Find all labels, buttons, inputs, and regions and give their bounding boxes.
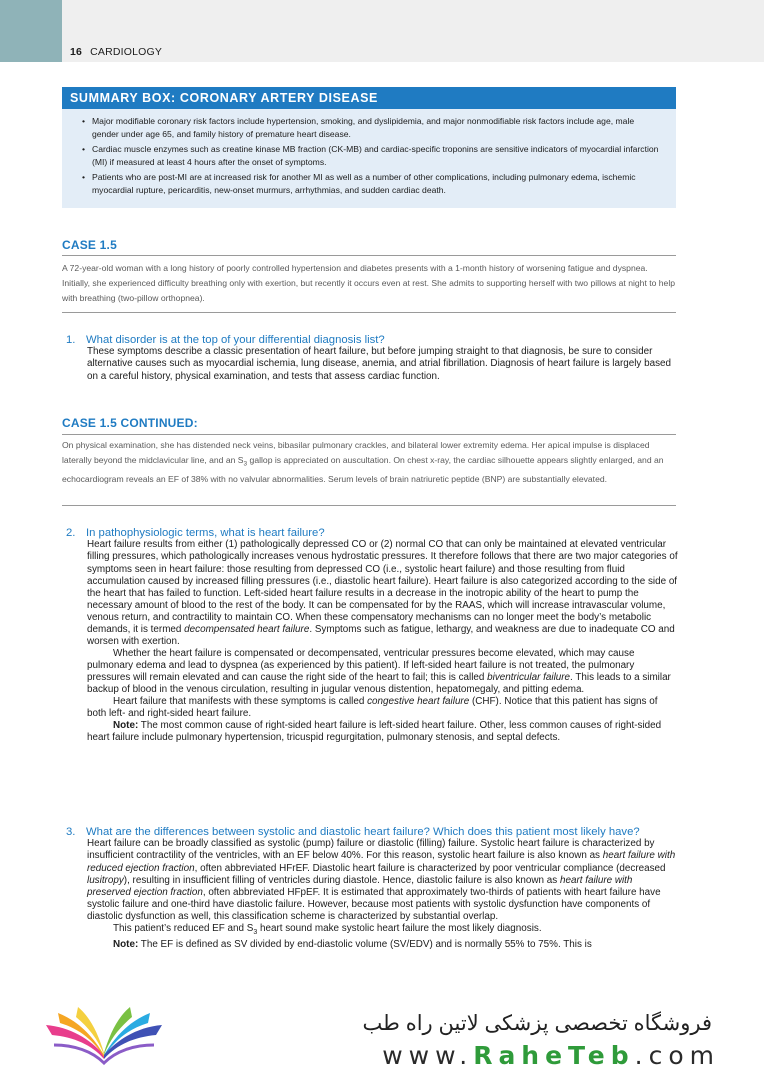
text-run: . This leads to a similar backup of blood in the venous circulation, resulting in jugular venous distention, hepatomegaly, and pitting edema.	[87, 671, 671, 695]
subscript: 3	[243, 460, 248, 468]
summary-list	[92, 115, 662, 197]
question-number: 3.	[66, 826, 76, 838]
case-text: A 72-year-old woman with a long history of poorly controlled hypertension and diabetes presents with a 1-month history of worsening fatigue and dyspnea. Initially, she experienced difficulty breathing only with exertion, but recently it occurs even at rest. She admits to supporting herself with two pillows at night to help with breathing (two-pillow orthopnea).	[62, 263, 676, 304]
text-run: (CHF). Notice that this patient has signs of both left- and right-sided heart failure.	[87, 696, 658, 720]
note-label: Note:	[113, 720, 139, 732]
book-logo-icon	[40, 1005, 170, 1067]
question-text: What disorder is at the top of your differential diagnosis list?	[86, 334, 385, 346]
answer-paragraph	[87, 539, 678, 647]
question-heading	[66, 826, 678, 838]
note-paragraph	[87, 939, 678, 951]
italic-term: heart failure with reduced ejection fraction	[87, 850, 676, 874]
question-text: In pathophysiologic terms, what is heart failure?	[86, 527, 325, 539]
case-rule-bottom	[62, 505, 676, 506]
summary-bullet: • Cardiac muscle enzymes such as creatine kinase MB fraction (CK-MB) and cardiac-specific troponins are sensitive indicators of myocardial infarction (MI) if measured at least 4 hours after the onset of symptoms.	[92, 143, 662, 168]
italic-term: biventricular failure	[487, 671, 571, 683]
corner-tab	[0, 0, 62, 62]
text-run: Heart failure results from either (1) pathologically depressed CO or (2) normal CO that can only be maintained at elevated ventricular filling pressures, which pathologically increases venous hydrostatic pressures. It therefore follows that there are two major categories of symptoms seen in heart failure: those resulting from depressed CO (i.e., systolic heart failure) and those resulting from fluid accumulation caused by increased filling pressures (i.e., diastolic heart failure). Heart failure is also categorized according to the side of the heart that has failed to function. Left-sided heart failure results in a decrease in the inotropic ability of the heart to pump the necessary amount of blood to the rest of the body. It can be compensated for by the RAAS, which will increase intravascular volume, venous return, and contractility to maintain CO. When these compensatory mechanisms can no longer meet the body’s metabolic demands, it is termed	[87, 539, 678, 635]
text-run: , often abbreviated HFpEF. It is estimated that approximately two-thirds of patients with heart failure have systolic failure and one-third have diastolic failure. However, because most patients with systolic dysfunction have components of diastolic dysfunction as well, this classification scheme is characterized by substantial overlap.	[87, 886, 661, 922]
case-rule	[62, 434, 676, 435]
case-title: CASE 1.5	[62, 238, 117, 252]
summary-title: SUMMARY BOX: CORONARY ARTERY DISEASE	[62, 87, 676, 109]
summary-bullet: • Major modifiable coronary risk factors include hypertension, smoking, and dyslipidemia, and major nonmodifiable risk factors include age, male gender under age 65, and family history of premature heart disease.	[92, 115, 662, 140]
summary-body	[62, 109, 676, 208]
case-text-part: On physical examination, she has distended neck veins, bibasilar pulmonary crackles, and bilateral lower extremity edema. Her apical impulse is displaced laterally beyond the midclavicular line, and an S	[62, 440, 650, 466]
answer-paragraph: These symptoms describe a classic presentation of heart failure, but before jumping straight to that diagnosis, be sure to consider alternative causes such as myocardial ischemia, lung disease, anemia, and atrial fibrillation. Diagnosis of heart failure is largely based on a careful history, physical examination, and tests that assess cardiac function.	[87, 346, 672, 382]
text-run: , often abbreviated HFrEF. Diastolic heart failure is characterized by poor ventricular compliance (decreased	[194, 862, 666, 874]
footer-fade	[0, 965, 764, 995]
question-2	[66, 527, 678, 744]
question-heading	[66, 527, 678, 539]
question-3	[66, 826, 678, 951]
question-text: What are the differences between systolic and diastolic heart failure? Which does this patient most likely have?	[86, 826, 640, 838]
answer-body	[66, 346, 678, 382]
case-rule	[62, 255, 676, 256]
url-brand: RaheTeb	[473, 1041, 635, 1070]
text-run: This patient’s reduced EF and S	[113, 922, 254, 934]
answer-paragraph	[87, 696, 678, 720]
text-run: The EF is defined as SV divided by end-diastolic volume (SV/EDV) and is normally 55% to 75%. This is	[138, 938, 592, 950]
text-run: heart sound make systolic heart failure the most likely diagnosis.	[257, 922, 542, 934]
case-rule-bottom	[62, 312, 676, 313]
italic-term: congestive heart failure	[367, 696, 470, 708]
question-number: 1.	[66, 334, 76, 346]
text-run: Heart failure that manifests with these symptoms is called	[113, 696, 368, 708]
url-prefix: www.	[382, 1041, 474, 1070]
shop-url	[382, 1041, 720, 1070]
text-run: Whether the heart failure is compensated or decompensated, ventricular pressures become elevated, which may cause pulmonary edema and lead to dyspnea (as experienced by this patient). If left-sided heart failure is not treated, the pulmonary pressures will remain elevated and can cause the right side of the heart to fail; this is called	[87, 647, 635, 683]
case-continued-title: CASE 1.5 CONTINUED:	[62, 416, 198, 430]
summary-box	[62, 87, 676, 208]
text-run: ), resulting in insufficient filling of ventricles during diastole. Hence, diastolic failure is also known as	[123, 874, 560, 886]
question-1	[66, 334, 678, 383]
italic-term: lusitropy	[87, 874, 124, 886]
shop-name: فروشگاه تخصصی پزشکی لاتین راه طب	[362, 1012, 712, 1035]
question-number: 2.	[66, 527, 76, 539]
note-label: Note:	[113, 938, 139, 950]
summary-bullet: • Patients who are post-MI are at increased risk for another MI as well as a number of other complications, including pulmonary edema, ischemic myocardial rupture, pericarditis, new-onset murmurs, arrhythmias, and sudden cardiac death.	[92, 171, 662, 196]
question-heading	[66, 334, 678, 346]
italic-term: heart failure with preserved ejection fraction	[87, 874, 633, 898]
italic-term: decompensated heart failure	[184, 623, 310, 635]
answer-paragraph	[87, 923, 678, 939]
subscript: 3	[253, 928, 258, 936]
section-title: CARDIOLOGY	[90, 46, 163, 58]
text-run: The most common cause of right-sided heart failure is left-sided heart failure. Other, less common causes of right-sided heart failure include pulmonary hypertension, tricuspid regurgitation, pulmonary stenosis, and septal defects.	[87, 720, 662, 744]
page-number: 16	[70, 46, 83, 58]
answer-body	[66, 539, 678, 744]
watermark-footer	[0, 995, 764, 1080]
answer-paragraph	[87, 838, 678, 922]
note-paragraph	[87, 720, 678, 744]
url-suffix: .com	[634, 1041, 720, 1070]
answer-body	[66, 838, 678, 950]
text-run: Heart failure can be broadly classified as systolic (pump) failure or diastolic (filling) failure. Systolic heart failure is characterized by insufficient contractility of the ventricles, with an EF below 40%. For this reason, systolic heart failure is also known as	[87, 838, 655, 862]
page-header	[70, 46, 162, 58]
answer-paragraph	[87, 648, 678, 696]
top-band	[62, 0, 764, 62]
text-run: . Symptoms such as fatigue, lethargy, and weakness are due to inadequate CO and worsen with exertion.	[87, 623, 675, 647]
case-continued-text	[62, 438, 676, 487]
case-text-part: gallop is appreciated on auscultation. On chest x-ray, the cardiac silhouette appears slightly enlarged, and an echocardiogram reveals an EF of 38% with no valvular abnormalities. Serum levels of brain natriuretic peptide (BNP) are substantially elevated.	[62, 455, 664, 485]
